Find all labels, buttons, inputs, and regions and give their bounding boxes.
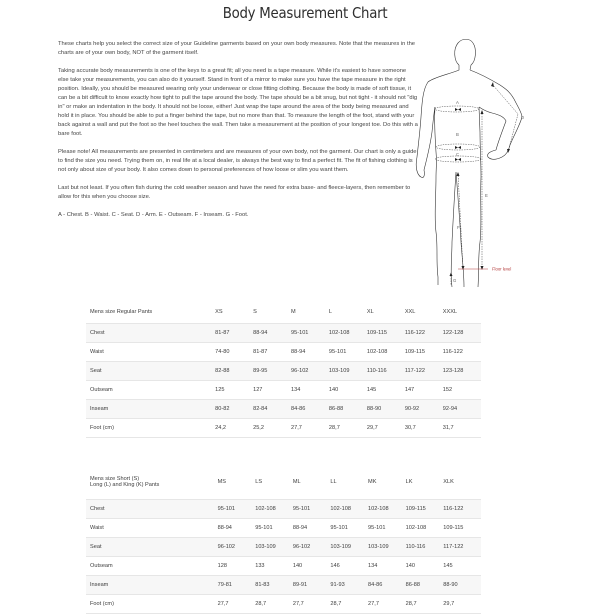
cell: 110-116 — [367, 362, 405, 381]
cell: 95-101 — [368, 519, 406, 538]
size-header: M — [291, 309, 296, 315]
intro-text — [58, 40, 418, 229]
row-label: Waist — [86, 343, 215, 362]
cell: 95-101 — [329, 343, 367, 362]
cell: 145 — [367, 381, 405, 400]
table-row — [86, 519, 481, 538]
cell: 79-81 — [218, 576, 256, 595]
row-label: Chest — [86, 324, 215, 343]
cell: 134 — [368, 557, 406, 576]
cell: 116-122 — [405, 324, 443, 343]
cell: 102-108 — [367, 343, 405, 362]
table-row — [86, 362, 481, 381]
body-outline — [416, 39, 525, 287]
cell: 28,7 — [255, 595, 293, 614]
table-title-line-2: Long (L) and King (K) Pants — [90, 481, 160, 488]
cell: 88-94 — [218, 519, 256, 538]
cell: 102-108 — [255, 500, 293, 519]
cell: 103-109 — [330, 538, 368, 557]
row-label: Outseam — [86, 381, 215, 400]
cell: 134 — [291, 381, 329, 400]
cell: 122-128 — [443, 324, 481, 343]
cell: 81-87 — [253, 343, 291, 362]
size-header: XLK — [443, 478, 454, 485]
table-row — [86, 557, 481, 576]
cell: 133 — [255, 557, 293, 576]
cell: 140 — [406, 557, 444, 576]
cell: 88-94 — [293, 519, 331, 538]
row-label: Outseam — [86, 557, 218, 576]
label-f: F — [457, 225, 460, 230]
cell: 29,7 — [443, 595, 481, 614]
cell: 27,7 — [293, 595, 331, 614]
cell: 82-88 — [215, 362, 253, 381]
label-a: A — [456, 100, 459, 105]
cell: 95-101 — [330, 519, 368, 538]
table-row — [86, 419, 481, 438]
row-label: Foot (cm) — [86, 595, 218, 614]
cell: 95-101 — [291, 324, 329, 343]
cell: 103-109 — [368, 538, 406, 557]
cell: 123-128 — [443, 362, 481, 381]
cell: 117-122 — [443, 538, 481, 557]
size-header: ML — [292, 478, 301, 485]
table-title: Mens size Regular Pants — [90, 309, 153, 315]
cell: 84-86 — [291, 400, 329, 419]
measurement-lines — [435, 84, 518, 285]
cell: 27,7 — [291, 419, 329, 438]
size-header: XL — [366, 309, 374, 315]
cell: 88-90 — [367, 400, 405, 419]
cell: 109-115 — [443, 519, 481, 538]
table-row — [86, 576, 481, 595]
cell: 25,2 — [253, 419, 291, 438]
cell: 96-102 — [291, 362, 329, 381]
cell: 86-88 — [406, 576, 444, 595]
cell: 28,7 — [406, 595, 444, 614]
label-b: B — [456, 132, 459, 137]
cell: 96-102 — [293, 538, 331, 557]
short-long-king-pants-size-table — [86, 464, 481, 614]
table-row — [86, 381, 481, 400]
cell: 109-115 — [406, 500, 444, 519]
cell: 89-91 — [293, 576, 331, 595]
intro-paragraph: These charts help you select the correct size of your Guideline garments based on your own body measures. Note that the measures in the charts are of your own body, NOT of the garment itself. — [58, 41, 416, 56]
cell: 91-93 — [330, 576, 368, 595]
size-header: LS — [255, 478, 263, 485]
cell: 102-108 — [406, 519, 444, 538]
size-header: LK — [405, 478, 413, 485]
cell: 28,7 — [330, 595, 368, 614]
cell: 29,7 — [367, 419, 405, 438]
cell: 117-122 — [405, 362, 443, 381]
cell: 81-87 — [215, 324, 253, 343]
row-label: Inseam — [86, 576, 218, 595]
cell: 147 — [405, 381, 443, 400]
cell: 90-92 — [405, 400, 443, 419]
cell: 102-108 — [329, 324, 367, 343]
cell: 109-115 — [405, 343, 443, 362]
cell: 92-94 — [443, 400, 481, 419]
size-header: MK — [368, 478, 377, 485]
cell: 30,7 — [405, 419, 443, 438]
cell: 125 — [215, 381, 253, 400]
cell: 88-90 — [443, 576, 481, 595]
cell: 95-101 — [218, 500, 256, 519]
page-title: Body Measurement Chart — [222, 4, 388, 22]
cell: 27,7 — [218, 595, 256, 614]
table-title-line-1: Mens size Short (S) — [90, 475, 140, 482]
table-row — [86, 400, 481, 419]
cell: 86-88 — [329, 400, 367, 419]
row-label: Inseam — [86, 400, 215, 419]
label-e: E — [485, 193, 488, 198]
size-header: S — [253, 309, 257, 315]
cell: 80-82 — [215, 400, 253, 419]
row-label: Waist — [86, 519, 218, 538]
size-header: XXXL — [442, 309, 458, 315]
row-label: Seat — [86, 538, 218, 557]
size-header: XXL — [404, 309, 416, 315]
label-d: D — [521, 115, 525, 120]
cell: 146 — [330, 557, 368, 576]
cell: 27,7 — [368, 595, 406, 614]
table-row — [86, 595, 481, 614]
size-header: MS — [217, 478, 226, 485]
cell: 82-84 — [253, 400, 291, 419]
cell: 28,7 — [329, 419, 367, 438]
row-label: Foot (cm) — [86, 419, 215, 438]
cell: 103-109 — [329, 362, 367, 381]
cell: 88-94 — [291, 343, 329, 362]
cell: 127 — [253, 381, 291, 400]
cell: 89-95 — [253, 362, 291, 381]
intro-paragraph: Last but not least. If you often fish during the cold weather season and have the need for extra base- and fleece-layers, then remember to allow for this when you choose size. — [58, 185, 411, 200]
size-header: XS — [215, 309, 223, 315]
table-row — [86, 500, 481, 519]
cell: 24,2 — [215, 419, 253, 438]
size-header: LL — [330, 478, 337, 485]
regular-pants-size-table — [86, 301, 481, 438]
cell: 145 — [443, 557, 481, 576]
table-row — [86, 538, 481, 557]
table-header-row — [86, 301, 481, 324]
cell: 84-86 — [368, 576, 406, 595]
row-label: Chest — [86, 500, 218, 519]
cell: 128 — [218, 557, 256, 576]
cell: 102-108 — [330, 500, 368, 519]
cell: 116-122 — [443, 343, 481, 362]
cell: 81-83 — [255, 576, 293, 595]
cell: 140 — [329, 381, 367, 400]
cell: 140 — [293, 557, 331, 576]
cell: 152 — [443, 381, 481, 400]
cell: 88-94 — [253, 324, 291, 343]
label-c: C — [456, 152, 460, 157]
cell: 74-80 — [215, 343, 253, 362]
row-label: Seat — [86, 362, 215, 381]
intro-paragraph: Please note! All measurements are presented in centimeters and are measures of your own body, not the garment. Our chart is only a guide to find the size you need. Trying them on, in real life at a local dealer, is always the best way to find a perfect fit. The fit of fishing clothing is not only about size of your body. It also comes down to personal preferences of how loose or slim you want them. — [58, 149, 417, 173]
intro-paragraph: Taking accurate body measurements is one of the keys to a great fit; all you need is a tape measure. While it's easiest to have someone else take your measurements, you can also do it yourself. Stand in front of a mirror to make sure you have the tape measure in the right position. Ideally, you should be measured wearing only your underwear or close fitting clothing. Because the body is made of soft tissue, it can be a bit difficult to know exactly how tight to pull the tape around the body. The tape should be a bit snug, but not tight - it should not "dig in" or make an indentation in the body. It should not be loose, either! Just wrap the tape around the area of the body being measured and hold it in place. You should be able to put a finger behind the tape, but no more than that. To measure the length of the foot, stand with your back against a wall and put the foot so the heel touches the wall. Then take a measurement at the position of your longest toe. Do this with a bare foot. — [58, 68, 418, 137]
label-g: G — [453, 278, 457, 283]
cell: 102-108 — [368, 500, 406, 519]
cell: 95-101 — [255, 519, 293, 538]
floor-level-label: Floor level — [492, 266, 512, 272]
size-header: L — [328, 309, 333, 315]
cell: 109-115 — [367, 324, 405, 343]
table-title — [86, 464, 218, 500]
cell: 96-102 — [218, 538, 256, 557]
table-row — [86, 324, 481, 343]
measurement-legend: A - Chest. B - Waist. C - Seat. D - Arm. E - Outseam. F - Inseam. G - Foot. — [58, 212, 249, 218]
body-measurement-figure — [412, 37, 560, 287]
table-row — [86, 343, 481, 362]
cell: 110-116 — [406, 538, 444, 557]
cell: 103-109 — [255, 538, 293, 557]
cell: 95-101 — [293, 500, 331, 519]
table-header-row — [86, 464, 481, 500]
cell: 31,7 — [443, 419, 481, 438]
cell: 116-122 — [443, 500, 481, 519]
